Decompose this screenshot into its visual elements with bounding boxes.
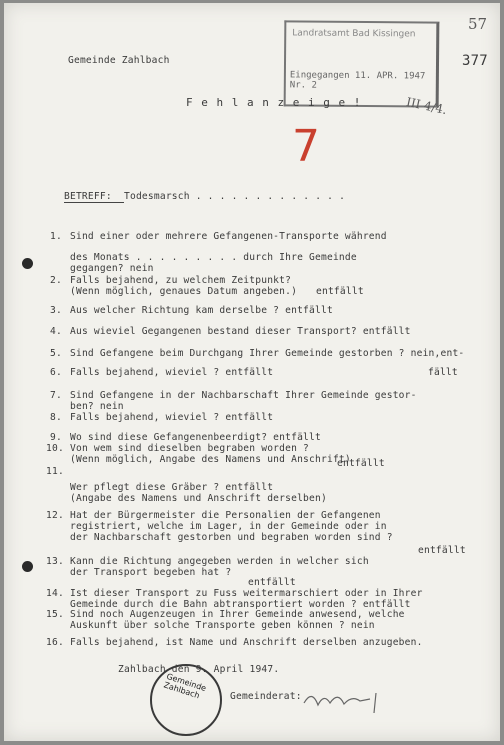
question-text: Hat der Bürgermeister die Personalien der Gefangenen	[70, 510, 381, 521]
question-number: 15.	[46, 609, 64, 620]
question-number: 9.	[50, 432, 62, 443]
question-text: Wo sind diese Gefangenenbeerdigt? entfällt	[70, 432, 321, 443]
answer-5-continued: fällt	[428, 367, 458, 378]
question-number: 6.	[50, 367, 62, 378]
question-text: Falls bejahend, wieviel ? entfällt	[70, 367, 274, 378]
question-text: (Wenn möglich, Angabe des Namens und Anschrift)	[70, 454, 351, 465]
question-text: gegangen? nein	[70, 263, 154, 274]
question-text: Falls bejahend, wieviel ? entfällt	[70, 412, 274, 423]
document-title: F e h l a n z e i g e !	[186, 96, 362, 109]
question-number: 10.	[46, 443, 64, 454]
question-number: 12.	[46, 510, 64, 521]
red-pencil-mark: 7	[292, 121, 320, 172]
question-text: Falls bejahend, ist Name und Anschrift derselben anzugeben.	[70, 637, 423, 648]
question-text: Sind Gefangene beim Durchgang Ihrer Gemeinde gestorben ? nein,ent-	[70, 348, 465, 359]
question-text: ben? nein	[70, 401, 124, 412]
question-text: Sind Gefangene in der Nachbarschaft Ihrer Gemeinde gestor-	[70, 390, 417, 401]
question-text: des Monats . . . . . . . . . durch Ihre Gemeinde	[70, 252, 357, 263]
question-text: der Nachbarschaft gestorben und begraben worden sind ?	[70, 532, 393, 543]
answer-12: entfällt	[418, 545, 466, 556]
municipality-heading: Gemeinde Zahlbach	[68, 55, 170, 66]
question-text: Ist dieser Transport zu Fuss weitermarschiert oder in Ihrer	[70, 588, 423, 599]
place-date: Zahlbach den 9. April 1947.	[118, 664, 280, 675]
question-text: (Angabe des Namens und Anschrift derselben)	[70, 493, 327, 504]
corner-number: 57	[468, 15, 488, 33]
document-page	[4, 3, 500, 741]
question-number: 4.	[50, 326, 62, 337]
handwritten-signature	[300, 683, 390, 717]
question-text: Kann die Richtung angegeben werden in welcher sich	[70, 556, 369, 567]
subject-underline	[64, 202, 124, 203]
question-number: 13.	[46, 556, 64, 567]
question-text: Von wem sind dieselben begraben worden ?	[70, 443, 310, 454]
question-number: 14.	[46, 588, 64, 599]
answer-13: entfällt	[248, 577, 296, 588]
question-text: Falls bejahend, zu welchem Zeitpunkt?	[70, 275, 292, 286]
question-text: der Transport begeben hat ?	[70, 567, 232, 578]
question-number: 1.	[50, 231, 62, 242]
subject-label: BETREFF:	[64, 191, 112, 202]
punch-hole	[22, 561, 33, 572]
question-text: (Wenn möglich, genaues Datum angeben.)	[70, 286, 298, 297]
municipal-seal: Gemeinde Zahlbach	[150, 664, 222, 736]
question-number: 5.	[50, 348, 62, 359]
question-text: Sind einer oder mehrere Gefangenen-Transporte während	[70, 231, 387, 242]
question-text: Aus welcher Richtung kam derselbe ? entfällt	[70, 305, 333, 316]
subject-value: Todesmarsch . . . . . . . . . . . . .	[124, 191, 346, 202]
question-number: 2.	[50, 275, 62, 286]
pencil-marginal: III 4/4.	[404, 94, 449, 118]
received-stamp: Landratsamt Bad Kissingen Eingegangen 11. APR. 1947 Nr. 2	[284, 20, 440, 107]
page-number: 377	[462, 53, 488, 69]
question-number: 8.	[50, 412, 62, 423]
question-number: 3.	[50, 305, 62, 316]
question-text: Aus wieviel Gegangenen bestand dieser Transport? entfällt	[70, 326, 411, 337]
question-text: Sind noch Augenzeugen in Ihrer Gemeinde anwesend, welche	[70, 609, 405, 620]
question-number: 7.	[50, 390, 62, 401]
question-text: registriert, welche im Lager, in der Gemeinde oder in	[70, 521, 387, 532]
question-text: Gemeinde durch die Bahn abtransportiert worden ? entfällt	[70, 599, 411, 610]
question-number: 16.	[46, 637, 64, 648]
question-text: Wer pflegt diese Gräber ? entfällt	[70, 482, 274, 493]
punch-hole	[22, 258, 33, 269]
answer-10: entfällt	[337, 458, 385, 469]
question-text: Auskunft über solche Transporte geben können ? nein	[70, 620, 375, 631]
question-number: 11.	[46, 466, 64, 477]
answer-2: entfällt	[316, 286, 364, 297]
council-label: Gemeinderat:	[230, 691, 302, 702]
